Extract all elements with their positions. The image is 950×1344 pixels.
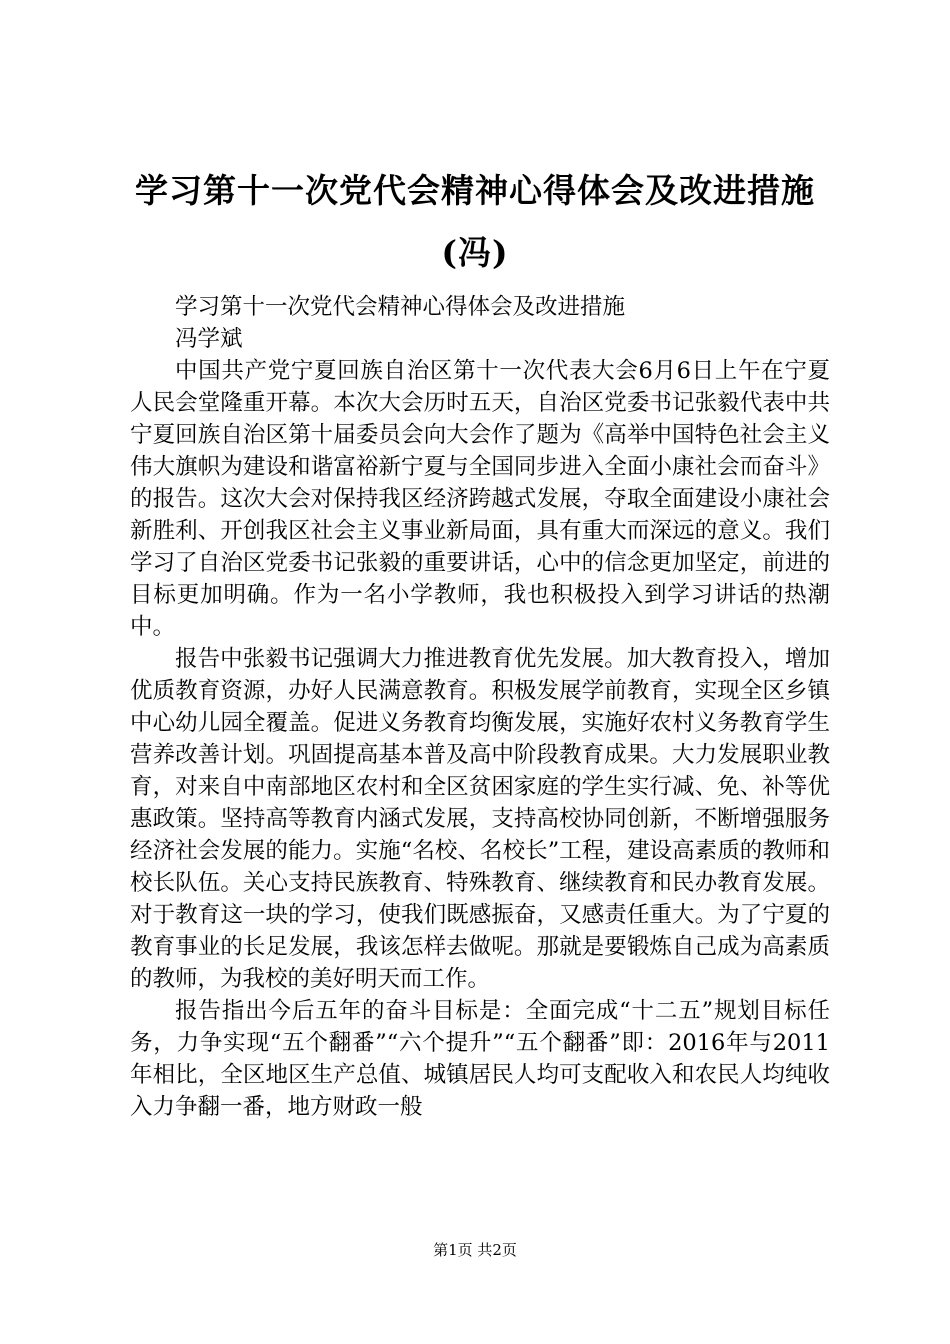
document-subtitle: 学习第十一次党代会精神心得体会及改进措施 [175,294,626,320]
document-author: 冯学斌 [175,326,243,352]
body-paragraph-2: 报告中张毅书记强调大力推进教育优先发展。加大教育投入，增加优质教育资源，办好人民满意教育。积极发展学前教育，实现全区乡镇中心幼儿园全覆盖。促进义务教育均衡发展，实施好农村义务教育学生营养改善计划。巩固提高基本普及高中阶段教育成果。大力发展职业教育，对来自中南部地区农村和全区贫困家庭的学生实行减、免、补等优惠政策。坚持高等教育内涵式发展，支持高校协同创新，不断增强服务经济社会发展的能力。实施“名校、名校长”工程，建设高素质的教师和校长队伍。关心支持民族教育、特殊教育、继续教育和民办教育发展。对于教育这一块的学习，使我们既感振奋，又感责任重大。为了宁夏的教育事业的长足发展，我该怎样去做呢。那就是要锻炼自己成为高素质的教师，为我校的美好明天而工作。 [130,646,830,992]
body-paragraph-3: 报告指出今后五年的奋斗目标是：全面完成“十二五”规划目标任务，力争实现“五个翻番”“六个提升”“五个翻番”即：2016年与2011年相比，全区地区生产总值、城镇居民人均可支配收入和农民人均纯收入力争翻一番，地方财政一般 [130,998,830,1120]
body-paragraph-1: 中国共产党宁夏回族自治区第十一次代表大会6月6日上午在宁夏人民会堂隆重开幕。本次大会历时五天，自治区党委书记张毅代表中共宁夏回族自治区第十届委员会向大会作了题为《高举中国特色社会主义伟大旗帜为建设和谐富裕新宁夏与全国同步进入全面小康社会而奋斗》的报告。这次大会对保持我区经济跨越式发展，夺取全面建设小康社会新胜利、开创我区社会主义事业新局面，具有重大而深远的意义。我们学习了自治区党委书记张毅的重要讲话，心中的信念更加坚定，前进的目标更加明确。作为一名小学教师，我也积极投入到学习讲话的热潮中。 [130,358,830,640]
title-line-1: 学习第十一次党代会精神心得体会及改进措施 [135,171,815,210]
page-footer [0,1240,950,1260]
title-line-2: (冯) [441,233,509,272]
document-body [130,291,830,1123]
document-title [100,160,850,284]
page-number: 第1页 共2页 [433,1241,517,1259]
